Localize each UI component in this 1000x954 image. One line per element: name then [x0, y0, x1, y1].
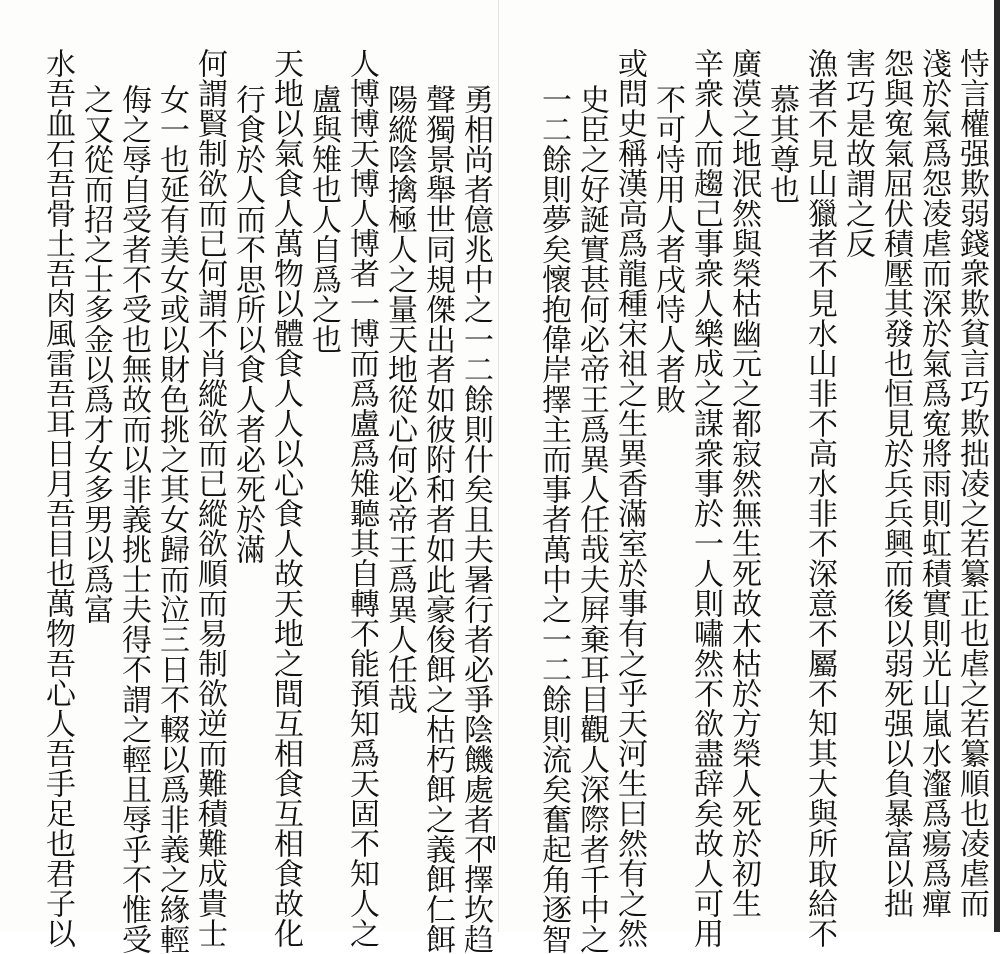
page-edge-shadow [994, 0, 1000, 932]
text-column-8: 辛衆人而趨己事衆人樂成之謀衆事於一人則嘯然不欲盡辞矣故人可用 [688, 48, 723, 948]
text-column-9: 不可恃用人者戌恃人者敗 [650, 84, 685, 414]
text-column-11: 史臣之好誕實甚何必帝王爲異人任哉夫屛棄耳目觀人深際者千中之 [574, 84, 609, 954]
text-column-15: 陽縱陰擒極人之量天地從心何必帝王爲異人任哉 [382, 84, 417, 714]
text-column-17: 盧與雉也人自爲之也 [306, 84, 341, 354]
text-column-12: 一二餘則夢矣懷抱偉岸擇主而事者萬中之一二餘則流矣奮起角逐智 [536, 84, 571, 954]
text-column-21: 女一也延有美女或以財色挑之其女歸而泣三日不輟以爲非義之緣輕 [154, 84, 189, 954]
text-column-10: 或問史稱漢高爲龍種宋祖之生異香滿室於事有之乎天河生曰然有之然 [612, 48, 647, 948]
text-column-24: 水吾血石吾骨土吾肉風雷吾耳日月吾目也萬物吾心人吾手足也君子以 [40, 48, 75, 948]
text-column-18: 天地以氣食人萬物以體食人人以心食人故天地之間互相食互相食故化 [268, 48, 303, 948]
text-column-6: 慕其尊也 [764, 84, 799, 204]
text-column-14: 聲獨景舉世同規傑出者如彼附和者如此豪俊餌之枯朽餌之義餌仁餌 [420, 84, 455, 954]
text-column-3: 怨與寃氣屈伏積壓其發也恒見於兵兵興而後以弱死强以負暴富以拙 [878, 48, 913, 918]
text-column-16: 人博博天博人博者一博而爲盧爲雉聽其自轉不能預知爲天固不知人之 [344, 48, 379, 948]
text-column-4: 害巧是故謂之反 [840, 48, 875, 258]
text-column-1: 恃言權强欺弱錢衆欺貧言巧欺拙凌之若纂正也虐之若纂順也凌虐而 [954, 48, 989, 918]
text-column-22: 侮之辱自受者不受也無故而以非義挑士夫得不謂之輕且辱乎不惟受 [116, 84, 151, 954]
text-column-2: 淺於氣爲怨凌虐而深於氣爲寃將雨則虹積實則光山嵐水瀣爲瘍爲癉 [916, 48, 951, 918]
page-fold-line [498, 0, 499, 932]
text-column-23: 之又從而招之士多金以爲才女多男以爲富 [78, 84, 113, 624]
text-column-13: 勇相尚者億兆中之一二餘則什矣且夫暑行者必爭陰饑處者不擇坎趋 [458, 84, 493, 954]
text-column-20: 何謂賢制欲而已何謂不肖縱欲而已縱欲順而易制欲逆而難積難成貴士 [192, 48, 227, 948]
text-column-5: 漁者不見山獵者不見水山非不高水非不深意不屬不知其大與所取給不 [802, 48, 837, 948]
text-column-7: 廣漠之地泯然與榮枯幽元之都寂然無生死故木枯於方榮人死於初生 [726, 48, 761, 918]
text-column-19: 行食於人而不思所以食人者必死於滿 [230, 84, 265, 564]
